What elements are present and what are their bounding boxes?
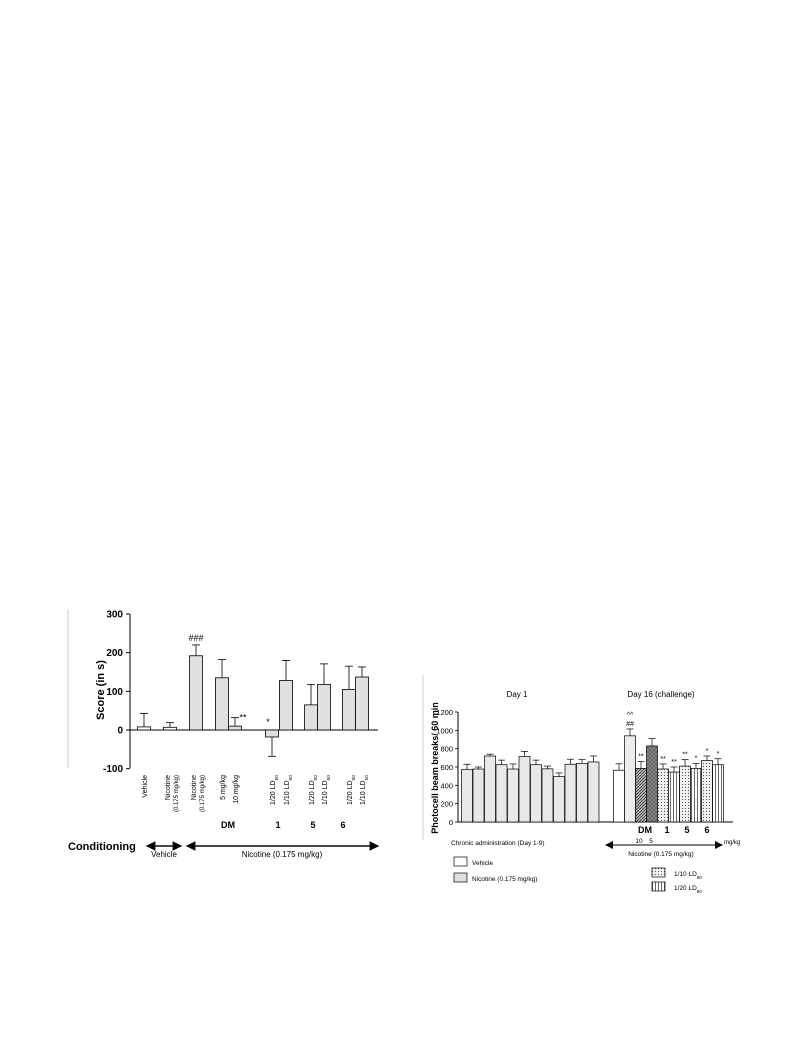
day1-bar: [485, 756, 496, 822]
right-significance-mark: *: [705, 748, 709, 755]
day16-bar: [636, 768, 647, 822]
day1-bar: [565, 764, 576, 822]
chronic-label: Chronic administration (Day 1-9): [451, 840, 545, 847]
right-group-label-dm: DM: [638, 825, 652, 835]
left-y-axis-label: Score (in s): [95, 660, 107, 720]
left-x-tick-label: 1/10 $LD_{50}$: [322, 775, 332, 805]
day16-bar: [614, 770, 625, 822]
legend-label-tenth: 1/10 $LD_{50}$: [674, 871, 702, 880]
day1-bar: [496, 765, 507, 822]
day1-bar: [542, 769, 553, 822]
left-x-tick-labels: [142, 775, 370, 812]
legend-swatch-vehicle: [454, 857, 467, 866]
right-bars: [462, 712, 724, 822]
right-y-tick-label: 1000: [436, 726, 453, 736]
left-x-tick-label: 1/10 $LD_{50}$: [284, 775, 294, 805]
dm-dose-10: 10: [635, 838, 643, 845]
left-x-tick-label: Nicotine (0.175 mg/kg): [165, 775, 180, 813]
dm-dose-5: 5: [649, 838, 653, 845]
right-significance-mark: **: [682, 751, 688, 759]
left-group-label-1: 1: [275, 820, 281, 830]
day1-bar: [519, 756, 530, 822]
day16-bar: [647, 746, 658, 822]
left-y-tick-label: 0: [117, 725, 123, 737]
left-x-tick-label: 1/20 $LD_{50}$: [309, 775, 319, 805]
left-group-labels: [221, 820, 346, 830]
left-y-tick-label: 300: [106, 609, 123, 621]
left-bar: [266, 730, 279, 737]
left-bar: [216, 678, 229, 730]
right-y-axis-label: Photocell beam breaks/ 60 min: [430, 702, 440, 834]
right-nicotine-label: Nicotine (0.175 mg/kg): [628, 851, 694, 858]
day1-bar: [554, 777, 565, 822]
right-significance-mark: ^^: [626, 711, 634, 719]
day1-bar: [577, 763, 588, 822]
day16-bar: [658, 769, 669, 822]
left-x-tick-label: 1/20 $LD_{50}$: [270, 775, 280, 805]
left-x-tick-label: 1/10 $LD_{50}$: [360, 775, 370, 805]
day1-bar: [473, 769, 484, 822]
left-significance-mark: *: [266, 717, 270, 727]
left-group-label-dm: DM: [221, 820, 235, 830]
left-bar: [305, 705, 318, 730]
left-x-tick-label: Vehicle: [142, 775, 149, 798]
right-y-tick-label: 0: [448, 818, 453, 827]
legend-label-nicotine: Nicotine (0.175 mg/kg): [472, 876, 538, 883]
left-group-label-6: 6: [340, 820, 346, 830]
day16-bar: [691, 768, 702, 822]
conditioning-label: Conditioning: [68, 841, 136, 853]
left-y-tick-label: 100: [106, 686, 123, 698]
right-significance-mark: **: [660, 755, 666, 763]
left-x-tick-label: Nicotine (0.175 mg/kg): [191, 775, 206, 813]
day1-bar: [508, 769, 519, 822]
day1-bar: [531, 765, 542, 822]
right-y-tick-label: 400: [440, 781, 453, 791]
vehicle-bracket-label: Vehicle: [151, 850, 177, 859]
day16-title: Day 16 (challenge): [627, 690, 695, 699]
right-significance-mark: *: [694, 755, 698, 763]
right-significance-mark: ##: [626, 720, 634, 728]
left-y-tick-label: -100: [102, 764, 123, 776]
day16-bar: [702, 761, 713, 822]
day1-title: Day 1: [506, 690, 528, 699]
left-bar: [164, 727, 177, 730]
left-significance-mark: **: [239, 712, 247, 723]
right-significance-mark: **: [671, 759, 677, 766]
left-bar: [318, 684, 331, 730]
right-group-label-1: 1: [664, 825, 670, 835]
day16-bar: [713, 765, 724, 822]
right-group-labels: [635, 825, 740, 846]
left-significance-mark: ###: [188, 632, 204, 643]
nicotine-bracket-label: Nicotine (0.175 mg/kg): [241, 850, 323, 859]
legend-swatch-nicotine: [454, 873, 467, 882]
right-y-tick-label: 200: [440, 799, 453, 809]
day16-bar: [625, 736, 636, 822]
left-y-axis: [103, 610, 130, 776]
legend-swatch-tenth: [652, 868, 665, 877]
left-x-tick-label: 1/20 $LD_{50}$: [347, 775, 357, 805]
right-y-tick-label: 1200: [436, 708, 453, 717]
right-significance-mark: **: [638, 753, 644, 761]
left-bar: [343, 689, 356, 730]
legend-label-twentieth: 1/20 $LD_{50}$: [674, 885, 702, 894]
right-significance-mark: *: [716, 750, 720, 758]
right-y-tick-label: 600: [440, 763, 453, 772]
day16-bar: [680, 766, 691, 822]
right-group-label-5: 5: [684, 825, 690, 835]
right-y-tick-label: 800: [440, 744, 453, 754]
day1-bar: [588, 762, 599, 822]
right-legend: [454, 857, 702, 894]
left-bar: [356, 677, 369, 730]
left-x-tick-label: 5 mg/kg: [220, 775, 227, 800]
left-bar: [229, 726, 242, 730]
left-bars: [138, 633, 369, 756]
legend-swatch-twentieth: [652, 882, 665, 891]
left-bar: [190, 656, 203, 730]
left-group-label-5: 5: [310, 820, 316, 830]
right-group-label-6: 6: [704, 825, 710, 835]
left-y-tick-label: 200: [106, 648, 123, 660]
day1-bar: [462, 769, 473, 822]
day16-bar: [669, 772, 680, 822]
legend-label-vehicle: Vehicle: [472, 860, 493, 867]
left-bar: [280, 681, 293, 730]
unit-label: mg/kg: [724, 840, 741, 846]
left-chart: [68, 610, 378, 860]
left-x-tick-label: 10 mg/kg: [233, 775, 240, 804]
left-bar: [138, 727, 151, 730]
right-chart: [430, 690, 740, 894]
